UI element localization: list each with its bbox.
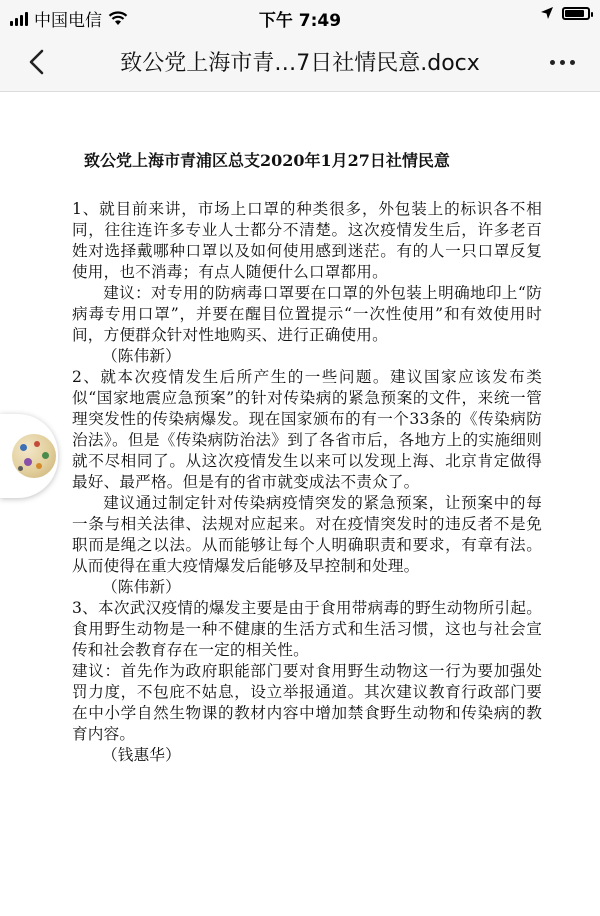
back-button[interactable] [20, 44, 56, 80]
status-time: 下午 7:49 [258, 11, 342, 31]
nav-bar [0, 34, 600, 92]
document-paragraph: 建议：首先作为政府职能部门要对食用野生动物这一行为要加强处罚力度，不包庇不姑息，设立举报通道。其次建议教育行政部门要在中小学自然生物课的教材内容中增加禁食野生动物和传染病的教育内容。 [72, 662, 542, 743]
document-content [72, 150, 542, 766]
floating-window-button[interactable] [0, 414, 58, 498]
carrier-label: 中国电信 [34, 11, 102, 31]
document-paragraph: 1、就目前来讲，市场上口罩的种类很多，外包装上的标识各不相同，往往连许多专业人士都分不清楚。这次疫情发生后，许多老百姓对选择戴哪种口罩以及如何使用感到迷茫。有的人一只口罩反复使用，也不消毒；有点人随便什么口罩都用。 [72, 200, 542, 281]
chevron-left-icon [20, 44, 56, 80]
author-signature: （陈伟新） [102, 578, 181, 596]
nav-title: 致公党上海市青…7日社情民意.docx [120, 51, 480, 76]
document-paragraph: 3、本次武汉疫情的爆发主要是由于食用带病毒的野生动物所引起。食用野生动物是一种不健康的生活方式和生活习惯，这也与社会宣传和社会教育存在一定的相关性。 [72, 599, 542, 659]
author-signature: （陈伟新） [102, 347, 181, 365]
document-title: 致公党上海市青浦区总支2020年1月27日社情民意 [84, 151, 450, 170]
status-right [540, 6, 590, 20]
more-button[interactable] [542, 48, 582, 76]
battery-fill [565, 10, 584, 17]
document-paragraph: 2、就本次疫情发生后所产生的一些问题。建议国家应该发布类似“国家地震应急预案”的针对传染病的紧急预案的文件，来统一管理突发性的传染病爆发。现在国家颁布的有一个33条的《传染病防治法》。但是《传染病防治法》到了各省市后，各地方上的实施细则就不尽相同了。从这次疫情发生以来可以发现上海、北京肯定做得最好、最严格。但是有的省市就变成法不责众了。 [72, 368, 542, 491]
document-paragraph: 建议通过制定针对传染病疫情突发的紧急预案，让预案中的每一条与相关法律、法规对应起来。对在疫情突发时的违反者不是免职而是绳之以法。从而能够让每个人明确职责和要求，有章有法。从而使得在重大疫情爆发后能够及早控制和处理。 [72, 494, 542, 575]
status-bar [0, 0, 600, 34]
author-signature: （钱惠华） [102, 746, 181, 764]
more-dots-icon [550, 60, 555, 65]
floating-avatar-icon [12, 434, 56, 478]
paragraph-list [72, 199, 542, 766]
battery-icon [562, 7, 590, 20]
location-arrow-icon [540, 6, 554, 20]
document-paragraph: 建议：对专用的防病毒口罩要在口罩的外包装上明确地印上“防病毒专用口罩”，并要在醒目位置提示“一次性使用”和有效使用时间，方便群众针对性地购买、进行正确使用。 [72, 284, 542, 344]
